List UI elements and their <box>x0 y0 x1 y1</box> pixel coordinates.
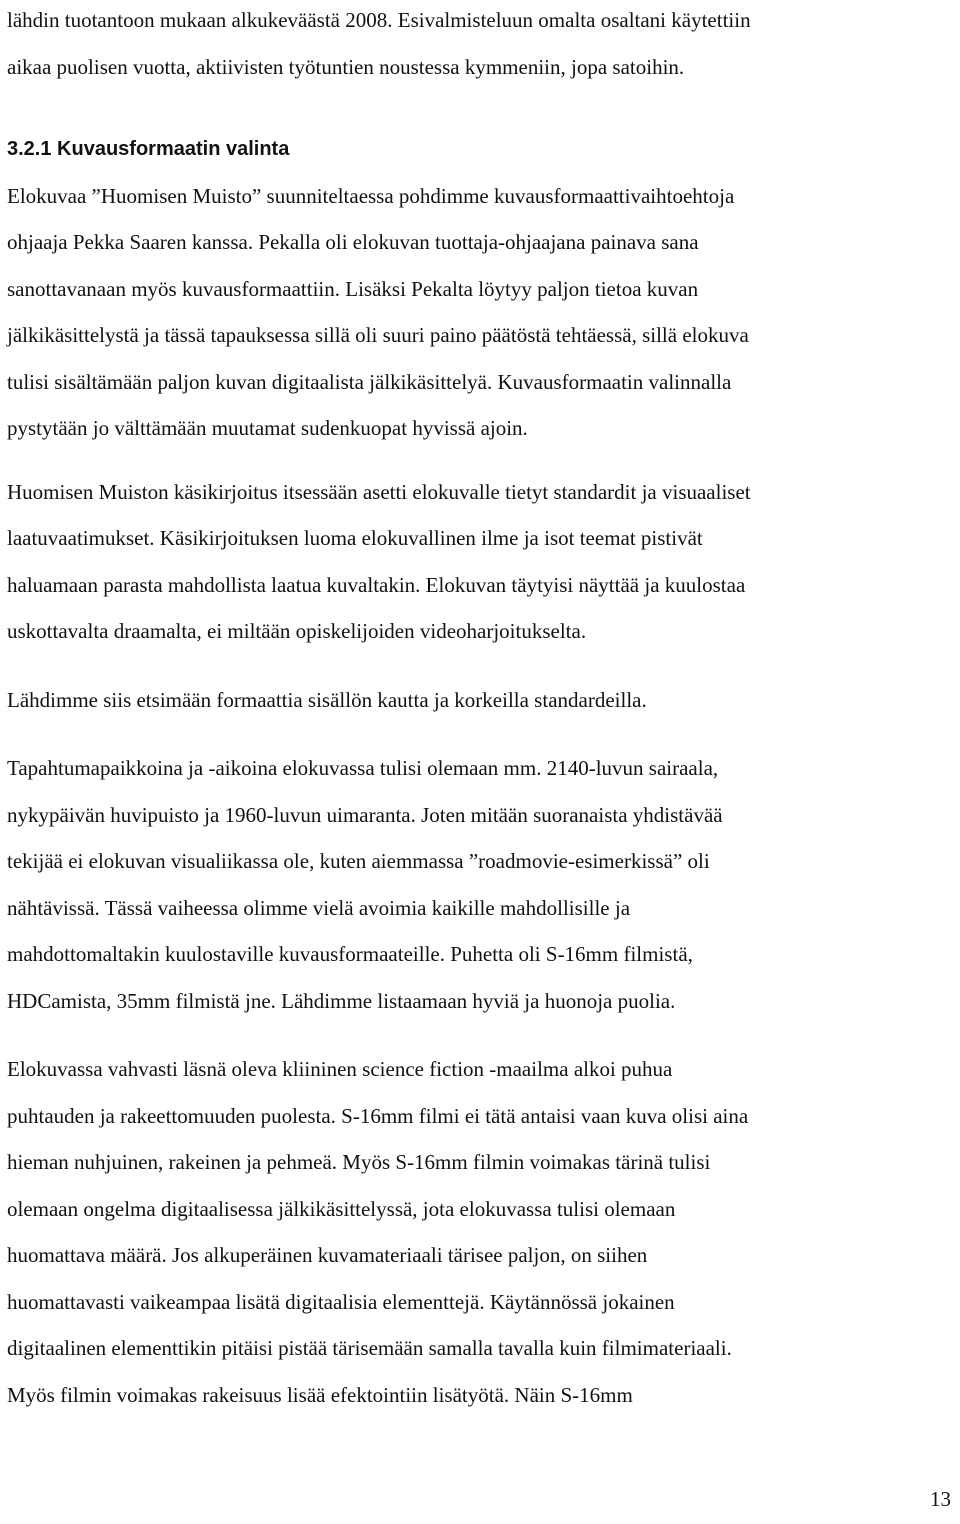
section-heading: 3.2.1 Kuvausformaatin valinta <box>7 138 290 160</box>
text-line: Elokuvaa ”Huomisen Muisto” suunniteltaessa pohdimme kuvausformaattivaihtoehtoja <box>7 183 735 208</box>
text-line: nykypäivän huvipuisto ja 1960-luvun uimaranta. Joten mitään suoranaista yhdistävää <box>7 802 723 827</box>
text-line: Elokuvassa vahvasti läsnä oleva kliininen science fiction -maailma alkoi puhua <box>7 1057 673 1081</box>
text-line: sanottavanaan myös kuvausformaattiin. Lisäksi Pekalta löytyy paljon tietoa kuvan <box>7 276 699 301</box>
text-line: Myös filmin voimakas rakeisuus lisää efektointiin lisätyötä. Näin S-16mm <box>7 1382 633 1407</box>
text-line: laatuvaatimukset. Käsikirjoituksen luoma elokuvallinen ilme ja isot teemat pistivät <box>7 526 703 550</box>
text-line: aikaa puolisen vuotta, aktiivisten työtuntien noustessa kymmeniin, jopa satoihin. <box>7 54 685 79</box>
text-line: hieman nuhjuinen, rakeinen ja pehmeä. Myös S-16mm filmin voimakas tärinä tulisi <box>7 1150 711 1174</box>
text-line: Lähdimme siis etsimään formaattia sisällön kautta ja korkeilla standardeilla. <box>7 687 647 712</box>
text-line: HDCamista, 35mm filmistä jne. Lähdimme listaamaan hyviä ja huonoja puolia. <box>7 988 676 1013</box>
paragraph-4 <box>7 745 957 1024</box>
text-line: digitaalinen elementtikin pitäisi pistää tärisemään samalla tavalla kuin filmimateriaali. <box>7 1336 732 1360</box>
text-line: puhtauden ja rakeettomuuden puolesta. S-16mm filmi ei tätä antaisi vaan kuva olisi aina <box>7 1103 749 1128</box>
text-line: tulisi sisältämään paljon kuvan digitaalista jälkikäsittelyä. Kuvausformaatin valinnalla <box>7 369 732 394</box>
text-line: huomattavasti vaikeampaa lisätä digitaalisia elementtejä. Käytännössä jokainen <box>7 1289 675 1314</box>
paragraph-3 <box>7 677 957 724</box>
text-line: haluamaan parasta mahdollista laatua kuvaltakin. Elokuvan täytyisi näyttää ja kuulostaa <box>7 572 746 597</box>
paragraph-5 <box>7 1046 957 1418</box>
text-line: pystytään jo välttämään muutamat sudenkuopat hyvissä ajoin. <box>7 416 528 440</box>
text-line: lähdin tuotantoon mukaan alkukeväästä 2008. Esivalmisteluun omalta osaltani käytettiin <box>7 8 751 32</box>
document-page <box>7 0 957 1418</box>
text-line: nähtävissä. Tässä vaiheessa olimme vielä avoimia kaikille mahdollisille ja <box>7 895 631 920</box>
text-line: jälkikäsittelystä ja tässä tapauksessa sillä oli suuri paino päätöstä tehtäessä, sillä elokuva <box>7 323 749 347</box>
intro-paragraph <box>7 0 957 90</box>
text-line: olemaan ongelma digitaalisessa jälkikäsittelyssä, jota elokuvassa tulisi olemaan <box>7 1196 676 1221</box>
text-line: mahdottomaltakin kuulostaville kuvausformaateille. Puhetta oli S-16mm filmistä, <box>7 942 693 966</box>
text-line: ohjaaja Pekka Saaren kanssa. Pekalla oli elokuvan tuottaja-ohjaajana painava sana <box>7 230 699 254</box>
paragraph-1 <box>7 173 957 452</box>
text-line: huomattava määrä. Jos alkuperäinen kuvamateriaali tärisee paljon, on siihen <box>7 1243 648 1267</box>
page-number: 13 <box>930 1487 951 1511</box>
text-line: uskottavalta draamalta, ei miltään opiskelijoiden videoharjoitukselta. <box>7 619 587 643</box>
text-line: Tapahtumapaikkoina ja -aikoina elokuvassa tulisi olemaan mm. 2140-luvun sairaala, <box>7 756 719 780</box>
paragraph-2 <box>7 469 957 655</box>
text-line: tekijää ei elokuvan visualiikassa ole, kuten aiemmassa ”roadmovie-esimerkissä” oli <box>7 849 710 873</box>
text-line: Huomisen Muiston käsikirjoitus itsessään asetti elokuvalle tietyt standardit ja visuaaliset <box>7 479 751 504</box>
